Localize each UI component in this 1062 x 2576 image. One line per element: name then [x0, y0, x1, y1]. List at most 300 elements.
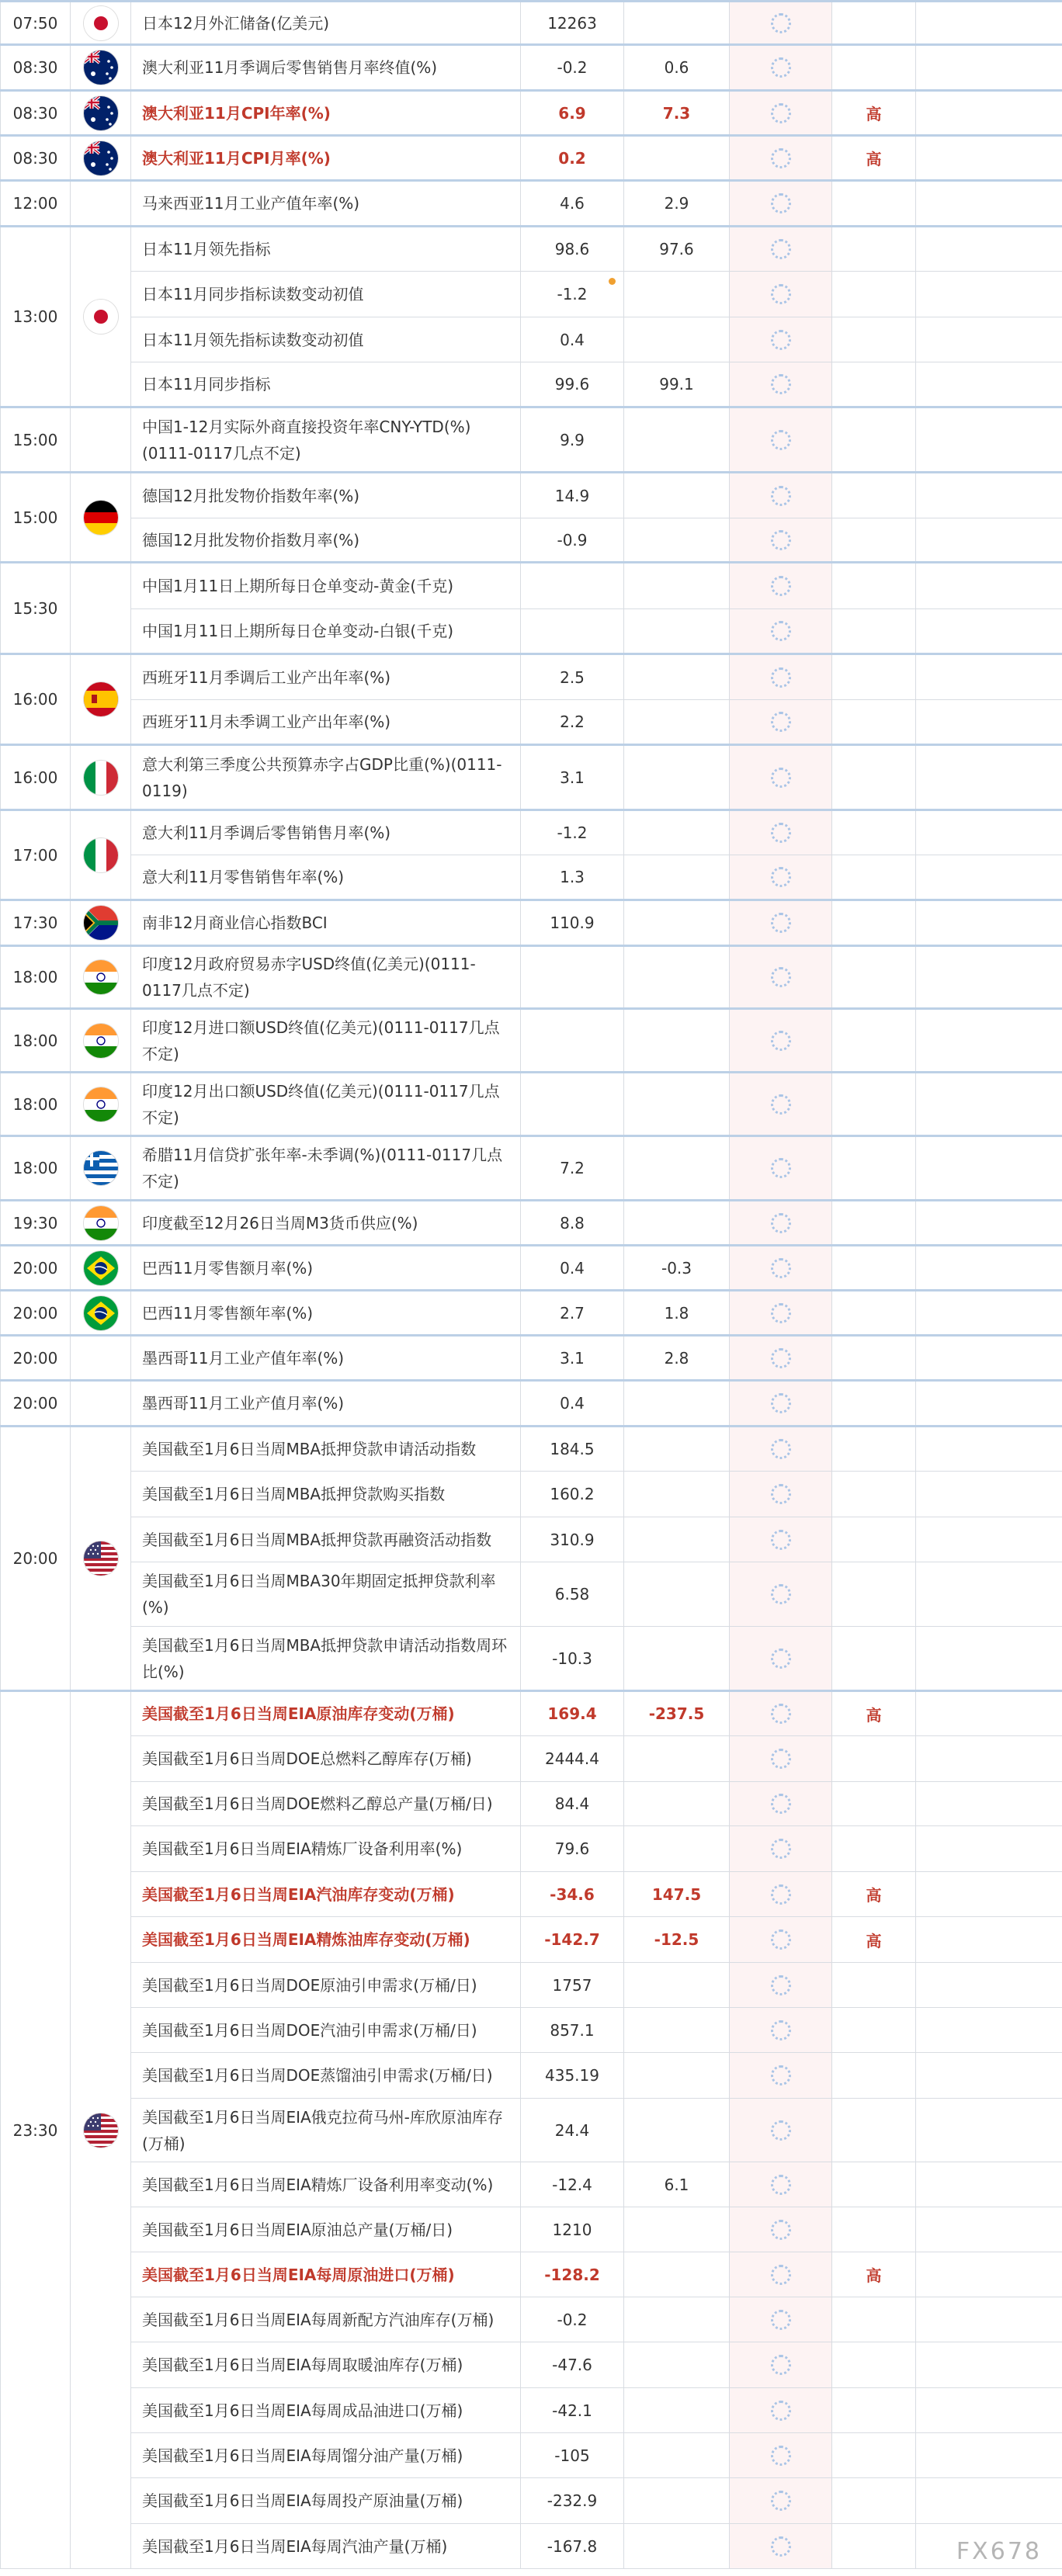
forecast-value: 2.8: [624, 1336, 730, 1381]
table-row: [1, 1246, 1062, 1291]
table-row: [1, 2478, 1062, 2524]
actual-value: 79.6: [521, 1826, 624, 1872]
importance-cell: [730, 2524, 832, 2569]
importance-cell: [730, 1336, 832, 1381]
loading-icon: [771, 913, 791, 933]
empty-cell: [916, 473, 1062, 518]
empty-cell: [916, 518, 1062, 563]
event-name[interactable]: 美国截至1月6日当周DOE总燃料乙醇库存(万桶): [131, 1736, 521, 1782]
brazil-flag-icon: [71, 1246, 131, 1291]
event-time: 15:00: [1, 473, 71, 563]
importance-level: [832, 1562, 916, 1627]
empty-cell: [916, 181, 1062, 227]
table-row: [1, 1136, 1062, 1201]
loading-icon: [771, 1094, 791, 1115]
event-name[interactable]: 美国截至1月6日当周MBA30年期固定抵押贷款利率(%): [131, 1562, 521, 1627]
event-name[interactable]: 美国截至1月6日当周MBA抵押贷款再融资活动指数: [131, 1517, 521, 1562]
loading-icon: [771, 330, 791, 350]
empty-cell: [916, 2207, 1062, 2252]
loading-icon: [771, 1258, 791, 1278]
empty-cell: [916, 272, 1062, 317]
forecast-value: 1.8: [624, 1291, 730, 1336]
forecast-value: [624, 136, 730, 181]
empty-cell: [916, 563, 1062, 609]
india-flag-icon: [71, 946, 131, 1009]
loading-icon: [771, 2175, 791, 2195]
loading-icon: [771, 1839, 791, 1859]
event-name[interactable]: 美国截至1月6日当周EIA精炼厂设备利用率变动(%): [131, 2162, 521, 2207]
event-name[interactable]: 美国截至1月6日当周EIA每周取暖油库存(万桶): [131, 2342, 521, 2388]
flag-cell: [71, 407, 131, 473]
importance-cell: [730, 45, 832, 91]
importance-level: [832, 362, 916, 407]
event-name[interactable]: 美国截至1月6日当周MBA抵押贷款申请活动指数周环比(%): [131, 1627, 521, 1691]
usa-flag-icon: [71, 1691, 131, 2569]
importance-cell: [730, 855, 832, 900]
event-name[interactable]: 中国1月11日上期所每日仓单变动-黄金(千克): [131, 563, 521, 609]
event-name[interactable]: 意大利第三季度公共预算赤字占GDP比重(%)(0111-0119): [131, 745, 521, 810]
actual-value: 310.9: [521, 1517, 624, 1562]
loading-icon: [771, 712, 791, 732]
empty-cell: [916, 1963, 1062, 2008]
loading-icon: [771, 823, 791, 843]
flag-cell: [71, 1381, 131, 1427]
event-time: 15:30: [1, 563, 71, 654]
loading-icon: [771, 2355, 791, 2375]
importance-cell: [730, 362, 832, 407]
empty-cell: [916, 317, 1062, 362]
event-name[interactable]: 美国截至1月6日当周DOE汽油引申需求(万桶/日): [131, 2008, 521, 2053]
event-name[interactable]: 澳大利亚11月CPI年率(%): [131, 91, 521, 136]
loading-icon: [771, 239, 791, 259]
actual-value: 169.4: [521, 1691, 624, 1736]
actual-value: 9.9: [521, 407, 624, 473]
table-row: [1, 1963, 1062, 2008]
table-row: [1, 1472, 1062, 1517]
forecast-value: [624, 2, 730, 45]
forecast-value: [624, 1627, 730, 1691]
table-row: [1, 810, 1062, 855]
event-name[interactable]: 美国截至1月6日当周EIA汽油库存变动(万桶): [131, 1872, 521, 1917]
event-name[interactable]: 希腊11月信贷扩张年率-未季调(%)(0111-0117几点不定): [131, 1136, 521, 1201]
table-row: [1, 272, 1062, 317]
actual-value: 14.9: [521, 473, 624, 518]
event-name[interactable]: 墨西哥11月工业产值年率(%): [131, 1336, 521, 1381]
importance-cell: [730, 317, 832, 362]
actual-value: 110.9: [521, 900, 624, 946]
forecast-value: [624, 1562, 730, 1627]
forecast-value: -237.5: [624, 1691, 730, 1736]
importance-level: [832, 473, 916, 518]
actual-value: -1.2: [521, 272, 624, 317]
event-name[interactable]: 西班牙11月季调后工业产出年率(%): [131, 654, 521, 700]
table-row: [1, 855, 1062, 900]
event-name[interactable]: 印度12月进口额USD终值(亿美元)(0111-0117几点不定): [131, 1009, 521, 1073]
importance-level: [832, 700, 916, 745]
forecast-value: [624, 2207, 730, 2252]
empty-cell: [916, 1872, 1062, 1917]
empty-cell: [916, 1136, 1062, 1201]
importance-cell: [730, 473, 832, 518]
empty-cell: [916, 1336, 1062, 1381]
importance-level: [832, 654, 916, 700]
actual-value: 6.9: [521, 91, 624, 136]
event-name[interactable]: 美国截至1月6日当周EIA每周馏分油产量(万桶): [131, 2433, 521, 2478]
event-time: 17:30: [1, 900, 71, 946]
table-row: [1, 900, 1062, 946]
importance-cell: [730, 2478, 832, 2524]
importance-level: [832, 946, 916, 1009]
table-row: [1, 136, 1062, 181]
table-row: [1, 473, 1062, 518]
forecast-value: [624, 654, 730, 700]
empty-cell: [916, 227, 1062, 272]
india-flag-icon: [71, 1009, 131, 1073]
forecast-value: 0.6: [624, 45, 730, 91]
event-name[interactable]: 澳大利亚11月CPI月率(%): [131, 136, 521, 181]
empty-cell: [916, 2433, 1062, 2478]
forecast-value: [624, 1381, 730, 1427]
importance-level: [832, 1472, 916, 1517]
event-name[interactable]: 美国截至1月6日当周EIA俄克拉荷马州-库欣原油库存(万桶): [131, 2099, 521, 2162]
empty-cell: [916, 609, 1062, 654]
table-row: [1, 2252, 1062, 2297]
watermark: FX678: [956, 2538, 1042, 2565]
australia-flag-icon: [71, 91, 131, 136]
actual-value: 4.6: [521, 181, 624, 227]
event-name[interactable]: 意大利11月零售销售年率(%): [131, 855, 521, 900]
forecast-value: [624, 473, 730, 518]
event-name[interactable]: 西班牙11月未季调工业产出年率(%): [131, 700, 521, 745]
empty-cell: [916, 946, 1062, 1009]
importance-level: [832, 2008, 916, 2053]
importance-level: [832, 1073, 916, 1136]
importance-cell: [730, 1691, 832, 1736]
empty-cell: [916, 654, 1062, 700]
importance-cell: [730, 518, 832, 563]
actual-value: -0.9: [521, 518, 624, 563]
event-time: 08:30: [1, 136, 71, 181]
event-name[interactable]: 日本11月领先指标: [131, 227, 521, 272]
table-row: [1, 317, 1062, 362]
importance-level: [832, 407, 916, 473]
table-row: [1, 700, 1062, 745]
loading-icon: [771, 1584, 791, 1604]
event-time: 08:30: [1, 45, 71, 91]
event-name[interactable]: 澳大利亚11月季调后零售销售月率终值(%): [131, 45, 521, 91]
actual-value: 0.4: [521, 1381, 624, 1427]
importance-level: [832, 2433, 916, 2478]
event-time: 20:00: [1, 1336, 71, 1381]
event-name[interactable]: 德国12月批发物价指数月率(%): [131, 518, 521, 563]
table-row: [1, 181, 1062, 227]
event-name[interactable]: 美国截至1月6日当周EIA原油总产量(万桶/日): [131, 2207, 521, 2252]
loading-icon: [771, 1348, 791, 1368]
importance-cell: [730, 654, 832, 700]
forecast-value: [624, 1517, 730, 1562]
empty-cell: [916, 1073, 1062, 1136]
table-row: [1, 2, 1062, 45]
event-time: 20:00: [1, 1381, 71, 1427]
loading-icon: [771, 1303, 791, 1323]
empty-cell: [916, 2008, 1062, 2053]
event-time: 08:30: [1, 91, 71, 136]
table-row: [1, 654, 1062, 700]
importance-cell: [730, 2053, 832, 2099]
forecast-value: 147.5: [624, 1872, 730, 1917]
forecast-value: [624, 1736, 730, 1782]
actual-value: 435.19: [521, 2053, 624, 2099]
importance-level: [832, 2207, 916, 2252]
event-name[interactable]: 日本11月领先指标读数变动初值: [131, 317, 521, 362]
importance-cell: [730, 1136, 832, 1201]
table-row: [1, 2433, 1062, 2478]
loading-icon: [771, 103, 791, 123]
forecast-value: [624, 1009, 730, 1073]
table-row: [1, 1826, 1062, 1872]
event-time: 20:00: [1, 1246, 71, 1291]
loading-icon: [771, 1484, 791, 1504]
table-row: [1, 1562, 1062, 1627]
forecast-value: 7.3: [624, 91, 730, 136]
importance-cell: [730, 227, 832, 272]
forecast-value: [624, 946, 730, 1009]
event-name[interactable]: 德国12月批发物价指数年率(%): [131, 473, 521, 518]
importance-level: [832, 45, 916, 91]
forecast-value: [624, 2008, 730, 2053]
actual-value: -142.7: [521, 1917, 624, 1963]
event-name[interactable]: 美国截至1月6日当周EIA每周新配方汽油库存(万桶): [131, 2297, 521, 2342]
loading-icon: [771, 576, 791, 596]
importance-level: [832, 900, 916, 946]
loading-icon: [771, 867, 791, 887]
importance-level: [832, 1336, 916, 1381]
table-row: [1, 1691, 1062, 1736]
event-time: 20:00: [1, 1291, 71, 1336]
event-name[interactable]: 美国截至1月6日当周EIA每周成品油进口(万桶): [131, 2388, 521, 2433]
event-name[interactable]: 美国截至1月6日当周EIA每周投产原油量(万桶): [131, 2478, 521, 2524]
forecast-value: [624, 2252, 730, 2297]
event-name[interactable]: 美国截至1月6日当周DOE燃料乙醇总产量(万桶/日): [131, 1782, 521, 1826]
importance-cell: [730, 272, 832, 317]
event-name[interactable]: 中国1-12月实际外商直接投资年率CNY-YTD(%)(0111-0117几点不定): [131, 407, 521, 473]
actual-value: [521, 609, 624, 654]
forecast-value: [624, 855, 730, 900]
empty-cell: [916, 2478, 1062, 2524]
table-row: [1, 362, 1062, 407]
loading-icon: [771, 621, 791, 641]
event-time: 15:00: [1, 407, 71, 473]
event-name[interactable]: 日本11月同步指标: [131, 362, 521, 407]
forecast-value: [624, 407, 730, 473]
south-africa-flag-icon: [71, 900, 131, 946]
japan-flag-icon: [71, 2, 131, 45]
table-row: [1, 2524, 1062, 2569]
importance-cell: [730, 1517, 832, 1562]
empty-cell: [916, 1826, 1062, 1872]
forecast-value: [624, 1472, 730, 1517]
loading-icon: [771, 486, 791, 506]
event-name[interactable]: 美国截至1月6日当周EIA精炼厂设备利用率(%): [131, 1826, 521, 1872]
event-name[interactable]: 南非12月商业信心指数BCI: [131, 900, 521, 946]
importance-level: [832, 2, 916, 45]
empty-cell: [916, 1201, 1062, 1246]
event-name[interactable]: 美国截至1月6日当周EIA每周汽油产量(万桶): [131, 2524, 521, 2569]
table-row: [1, 2297, 1062, 2342]
actual-value: [521, 1009, 624, 1073]
event-name[interactable]: 美国截至1月6日当周EIA每周原油进口(万桶): [131, 2252, 521, 2297]
empty-cell: [916, 1627, 1062, 1691]
empty-cell: [916, 700, 1062, 745]
actual-value: -0.2: [521, 45, 624, 91]
importance-cell: [730, 2297, 832, 2342]
importance-level: [832, 317, 916, 362]
event-name[interactable]: 美国截至1月6日当周EIA原油库存变动(万桶): [131, 1691, 521, 1736]
event-name[interactable]: 马来西亚11月工业产值年率(%): [131, 181, 521, 227]
loading-icon: [771, 57, 791, 78]
event-name[interactable]: 美国截至1月6日当周MBA抵押贷款申请活动指数: [131, 1427, 521, 1472]
flag-cell: [71, 181, 131, 227]
table-row: [1, 1336, 1062, 1381]
actual-value: -10.3: [521, 1627, 624, 1691]
empty-cell: [916, 2053, 1062, 2099]
importance-level: [832, 1782, 916, 1826]
actual-value: 12263: [521, 2, 624, 45]
forecast-value: [624, 1201, 730, 1246]
table-row: [1, 91, 1062, 136]
importance-cell: [730, 2008, 832, 2053]
event-name[interactable]: 美国截至1月6日当周DOE原油引申需求(万桶/日): [131, 1963, 521, 2008]
actual-value: -47.6: [521, 2342, 624, 2388]
event-name[interactable]: 印度截至12月26日当周M3货币供应(%): [131, 1201, 521, 1246]
table-row: [1, 1627, 1062, 1691]
importance-level: 高: [832, 1917, 916, 1963]
empty-cell: [916, 45, 1062, 91]
forecast-value: [624, 1782, 730, 1826]
loading-icon: [771, 1704, 791, 1724]
importance-cell: [730, 1917, 832, 1963]
empty-cell: [916, 2162, 1062, 2207]
table-row: [1, 2053, 1062, 2099]
actual-value: 7.2: [521, 1136, 624, 1201]
forecast-value: [624, 1826, 730, 1872]
loading-icon: [771, 1649, 791, 1669]
actual-value: -128.2: [521, 2252, 624, 2297]
actual-value: [521, 563, 624, 609]
loading-icon: [771, 374, 791, 394]
event-name[interactable]: 巴西11月零售额月率(%): [131, 1246, 521, 1291]
actual-value: 2.5: [521, 654, 624, 700]
empty-cell: [916, 745, 1062, 810]
empty-cell: [916, 362, 1062, 407]
loading-icon: [771, 148, 791, 168]
importance-level: [832, 1736, 916, 1782]
italy-flag-icon: [71, 810, 131, 900]
importance-cell: [730, 1073, 832, 1136]
event-name[interactable]: 美国截至1月6日当周MBA抵押贷款购买指数: [131, 1472, 521, 1517]
loading-icon: [771, 1031, 791, 1051]
importance-cell: [730, 1201, 832, 1246]
event-name[interactable]: 巴西11月零售额年率(%): [131, 1291, 521, 1336]
table-row: [1, 2342, 1062, 2388]
empty-cell: [916, 1917, 1062, 1963]
event-name[interactable]: 印度12月政府贸易赤字USD终值(亿美元)(0111-0117几点不定): [131, 946, 521, 1009]
event-name[interactable]: 美国截至1月6日当周DOE蒸馏油引申需求(万桶/日): [131, 2053, 521, 2099]
importance-cell: [730, 1736, 832, 1782]
importance-cell: [730, 1872, 832, 1917]
loading-icon: [771, 1158, 791, 1178]
importance-level: [832, 2478, 916, 2524]
india-flag-icon: [71, 1073, 131, 1136]
actual-value: 0.2: [521, 136, 624, 181]
importance-level: [832, 2162, 916, 2207]
event-time: 18:00: [1, 1009, 71, 1073]
event-name[interactable]: 墨西哥11月工业产值月率(%): [131, 1381, 521, 1427]
loading-icon: [771, 1213, 791, 1233]
actual-value: [521, 1073, 624, 1136]
actual-value: 2.2: [521, 700, 624, 745]
actual-value: 857.1: [521, 2008, 624, 2053]
importance-level: [832, 2388, 916, 2433]
importance-level: 高: [832, 91, 916, 136]
forecast-value: [624, 810, 730, 855]
empty-cell: [916, 1291, 1062, 1336]
actual-value: 3.1: [521, 745, 624, 810]
importance-level: 高: [832, 1872, 916, 1917]
forecast-value: [624, 272, 730, 317]
importance-level: [832, 1826, 916, 1872]
actual-value: 98.6: [521, 227, 624, 272]
table-row: [1, 563, 1062, 609]
table-row: [1, 1381, 1062, 1427]
flag-cell: [71, 563, 131, 654]
event-name[interactable]: 意大利11月季调后零售销售月率(%): [131, 810, 521, 855]
greece-flag-icon: [71, 1136, 131, 1201]
event-name[interactable]: 美国截至1月6日当周EIA精炼油库存变动(万桶): [131, 1917, 521, 1963]
event-name[interactable]: 日本11月同步指标读数变动初值: [131, 272, 521, 317]
importance-cell: [730, 407, 832, 473]
actual-value: 1.3: [521, 855, 624, 900]
event-name[interactable]: 中国1月11日上期所每日仓单变动-白银(千克): [131, 609, 521, 654]
loading-icon: [771, 2401, 791, 2421]
event-time: 17:00: [1, 810, 71, 900]
importance-cell: [730, 1246, 832, 1291]
loading-icon: [771, 1749, 791, 1769]
empty-cell: [916, 855, 1062, 900]
event-time: 12:00: [1, 181, 71, 227]
event-time: 18:00: [1, 1073, 71, 1136]
event-time: 13:00: [1, 227, 71, 407]
actual-value: -12.4: [521, 2162, 624, 2207]
importance-level: [832, 745, 916, 810]
importance-level: 高: [832, 1691, 916, 1736]
forecast-value: [624, 2053, 730, 2099]
loading-icon: [771, 2310, 791, 2330]
table-row: [1, 2207, 1062, 2252]
event-name[interactable]: 日本12月外汇储备(亿美元): [131, 2, 521, 45]
loading-icon: [771, 430, 791, 450]
forecast-value: [624, 2524, 730, 2569]
importance-cell: [730, 1381, 832, 1427]
actual-value: 0.4: [521, 1246, 624, 1291]
event-time: 23:30: [1, 1691, 71, 2569]
table-row: [1, 1073, 1062, 1136]
importance-level: [832, 2524, 916, 2569]
event-name[interactable]: 印度12月出口额USD终值(亿美元)(0111-0117几点不定): [131, 1073, 521, 1136]
importance-cell: [730, 1009, 832, 1073]
forecast-value: -12.5: [624, 1917, 730, 1963]
forecast-value: [624, 2388, 730, 2433]
